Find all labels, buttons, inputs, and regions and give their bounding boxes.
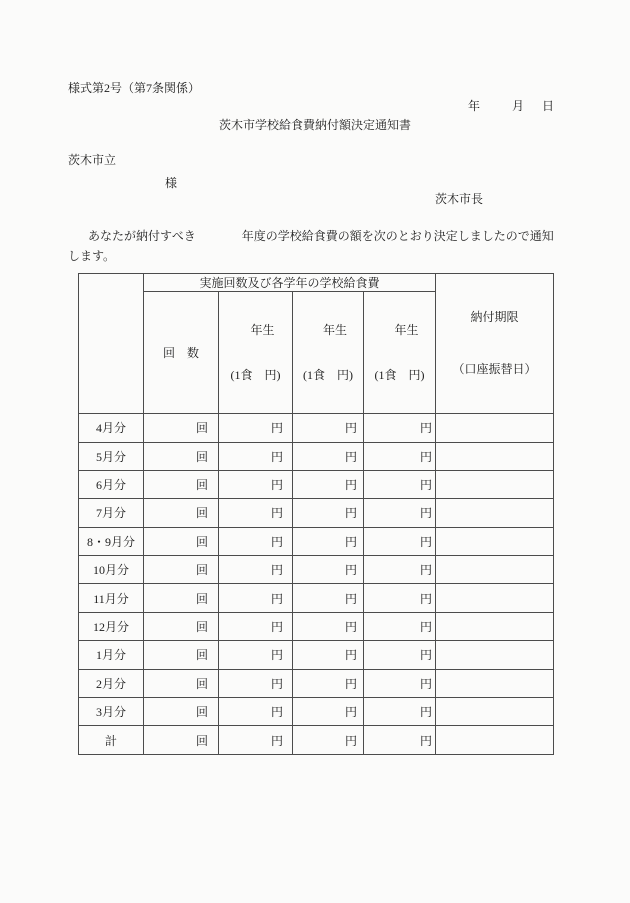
month-label: 11月分 <box>79 584 144 612</box>
grade2-fee-cell: 円 <box>293 669 364 697</box>
grade3-fee-cell: 円 <box>364 669 436 697</box>
table-row-october <box>79 556 554 584</box>
deadline-cell <box>436 698 554 726</box>
grade1-fee-cell: 円 <box>219 612 293 640</box>
deadline-cell <box>436 556 554 584</box>
body-rest-text: 年度の学校給食費の額を次のとおり決定しましたので通知 <box>241 229 554 243</box>
count-cell: 回 <box>144 612 219 640</box>
table-row-total <box>79 726 554 754</box>
table-row-april <box>79 414 554 442</box>
grade3-fee-cell: 円 <box>364 556 436 584</box>
table-header-row-1 <box>79 274 554 292</box>
grade2-fee-cell: 円 <box>293 584 364 612</box>
deadline-cell <box>436 612 554 640</box>
grade3-fee-cell: 円 <box>364 726 436 754</box>
grade3-fee-cell: 円 <box>364 612 436 640</box>
deadline-cell <box>436 726 554 754</box>
grade1-fee-cell: 円 <box>219 698 293 726</box>
grade2-fee-cell: 円 <box>293 556 364 584</box>
month-label: 10月分 <box>79 556 144 584</box>
deadline-header <box>436 274 554 414</box>
month-label: 3月分 <box>79 698 144 726</box>
grade1-header-text: 年生 <box>250 322 275 337</box>
count-cell: 回 <box>144 499 219 527</box>
grade3-fee-cell: 円 <box>364 584 436 612</box>
deadline-cell <box>436 527 554 555</box>
grade3-fee-cell: 円 <box>364 414 436 442</box>
deadline-cell <box>436 641 554 669</box>
date-year-label: 年 <box>468 99 481 113</box>
table-row-november <box>79 584 554 612</box>
grade2-fee-cell: 円 <box>293 499 364 527</box>
deadline-cell <box>436 470 554 498</box>
count-column-header: 回 数 <box>144 292 219 414</box>
deadline-cell <box>436 499 554 527</box>
grade1-fee-cell: 円 <box>219 584 293 612</box>
count-cell: 回 <box>144 726 219 754</box>
table-row-january <box>79 641 554 669</box>
corner-cell <box>79 274 144 414</box>
grade1-fee-cell: 円 <box>219 499 293 527</box>
grade1-column-header <box>219 292 293 414</box>
form-number: 様式第2号（第7条関係） <box>68 81 201 95</box>
count-cell: 回 <box>144 556 219 584</box>
grade1-fee-cell: 円 <box>219 414 293 442</box>
grade2-header-text: 年生 <box>322 322 347 337</box>
count-cell: 回 <box>144 442 219 470</box>
table-row-aug-sep <box>79 527 554 555</box>
grade2-header-line2: (1食 円) <box>303 367 353 382</box>
table-row-june <box>79 470 554 498</box>
grade3-header-text: 年生 <box>394 322 419 337</box>
month-label: 5月分 <box>79 442 144 470</box>
month-label: 7月分 <box>79 499 144 527</box>
grade3-fee-cell: 円 <box>364 641 436 669</box>
total-label: 計 <box>79 726 144 754</box>
grade2-fee-cell: 円 <box>293 442 364 470</box>
body-text-line2: します。 <box>68 249 116 263</box>
count-cell: 回 <box>144 470 219 498</box>
grade1-fee-cell: 円 <box>219 442 293 470</box>
sender-name: 茨木市長 <box>435 192 484 206</box>
deadline-header-line1: 納付期限 <box>470 309 519 324</box>
table-row-february <box>79 669 554 697</box>
grade2-fee-cell: 円 <box>293 641 364 669</box>
document-title: 茨木市学校給食費納付額決定通知書 <box>218 118 411 132</box>
deadline-cell <box>436 414 554 442</box>
count-cell: 回 <box>144 698 219 726</box>
deadline-header-line2: （口座振替日） <box>452 361 537 376</box>
count-cell: 回 <box>144 527 219 555</box>
table-row-march <box>79 698 554 726</box>
grade3-header-line2: (1食 円) <box>374 367 425 382</box>
count-cell: 回 <box>144 641 219 669</box>
body-text-line1 <box>88 229 554 243</box>
grade1-fee-cell: 円 <box>219 641 293 669</box>
grade3-fee-cell: 円 <box>364 499 436 527</box>
grade1-fee-cell: 円 <box>219 726 293 754</box>
month-label: 2月分 <box>79 669 144 697</box>
fee-table <box>78 273 554 755</box>
grade1-fee-cell: 円 <box>219 669 293 697</box>
grade2-fee-cell: 円 <box>293 698 364 726</box>
addressee-organization: 茨木市立 <box>68 153 117 167</box>
grade1-header-line1 <box>219 323 292 338</box>
grade2-fee-cell: 円 <box>293 612 364 640</box>
table-row-may <box>79 442 554 470</box>
month-label: 1月分 <box>79 641 144 669</box>
deadline-cell <box>436 584 554 612</box>
grade3-header-line1 <box>364 323 435 338</box>
date-month-label: 月 <box>512 99 525 113</box>
grade2-column-header <box>293 292 364 414</box>
body-lead-text: あなたが納付すべき <box>88 229 196 243</box>
table-row-july <box>79 499 554 527</box>
grade3-fee-cell: 円 <box>364 442 436 470</box>
table-row-december <box>79 612 554 640</box>
count-cell: 回 <box>144 584 219 612</box>
group-header: 実施回数及び各学年の学校給食費 <box>144 274 436 292</box>
count-cell: 回 <box>144 414 219 442</box>
grade2-fee-cell: 円 <box>293 726 364 754</box>
date-day-label: 日 <box>542 99 555 113</box>
grade3-fee-cell: 円 <box>364 698 436 726</box>
grade2-header-line1 <box>293 323 363 338</box>
grade1-fee-cell: 円 <box>219 470 293 498</box>
month-label: 4月分 <box>79 414 144 442</box>
grade3-fee-cell: 円 <box>364 470 436 498</box>
grade3-fee-cell: 円 <box>364 527 436 555</box>
count-cell: 回 <box>144 669 219 697</box>
grade2-fee-cell: 円 <box>293 470 364 498</box>
grade3-column-header <box>364 292 436 414</box>
month-label: 6月分 <box>79 470 144 498</box>
addressee-honorific: 様 <box>165 176 178 190</box>
deadline-cell <box>436 669 554 697</box>
month-label: 12月分 <box>79 612 144 640</box>
grade1-fee-cell: 円 <box>219 527 293 555</box>
grade1-header-line2: (1食 円) <box>230 367 281 382</box>
deadline-cell <box>436 442 554 470</box>
grade1-fee-cell: 円 <box>219 556 293 584</box>
month-label: 8・9月分 <box>79 527 144 555</box>
grade2-fee-cell: 円 <box>293 414 364 442</box>
grade2-fee-cell: 円 <box>293 527 364 555</box>
